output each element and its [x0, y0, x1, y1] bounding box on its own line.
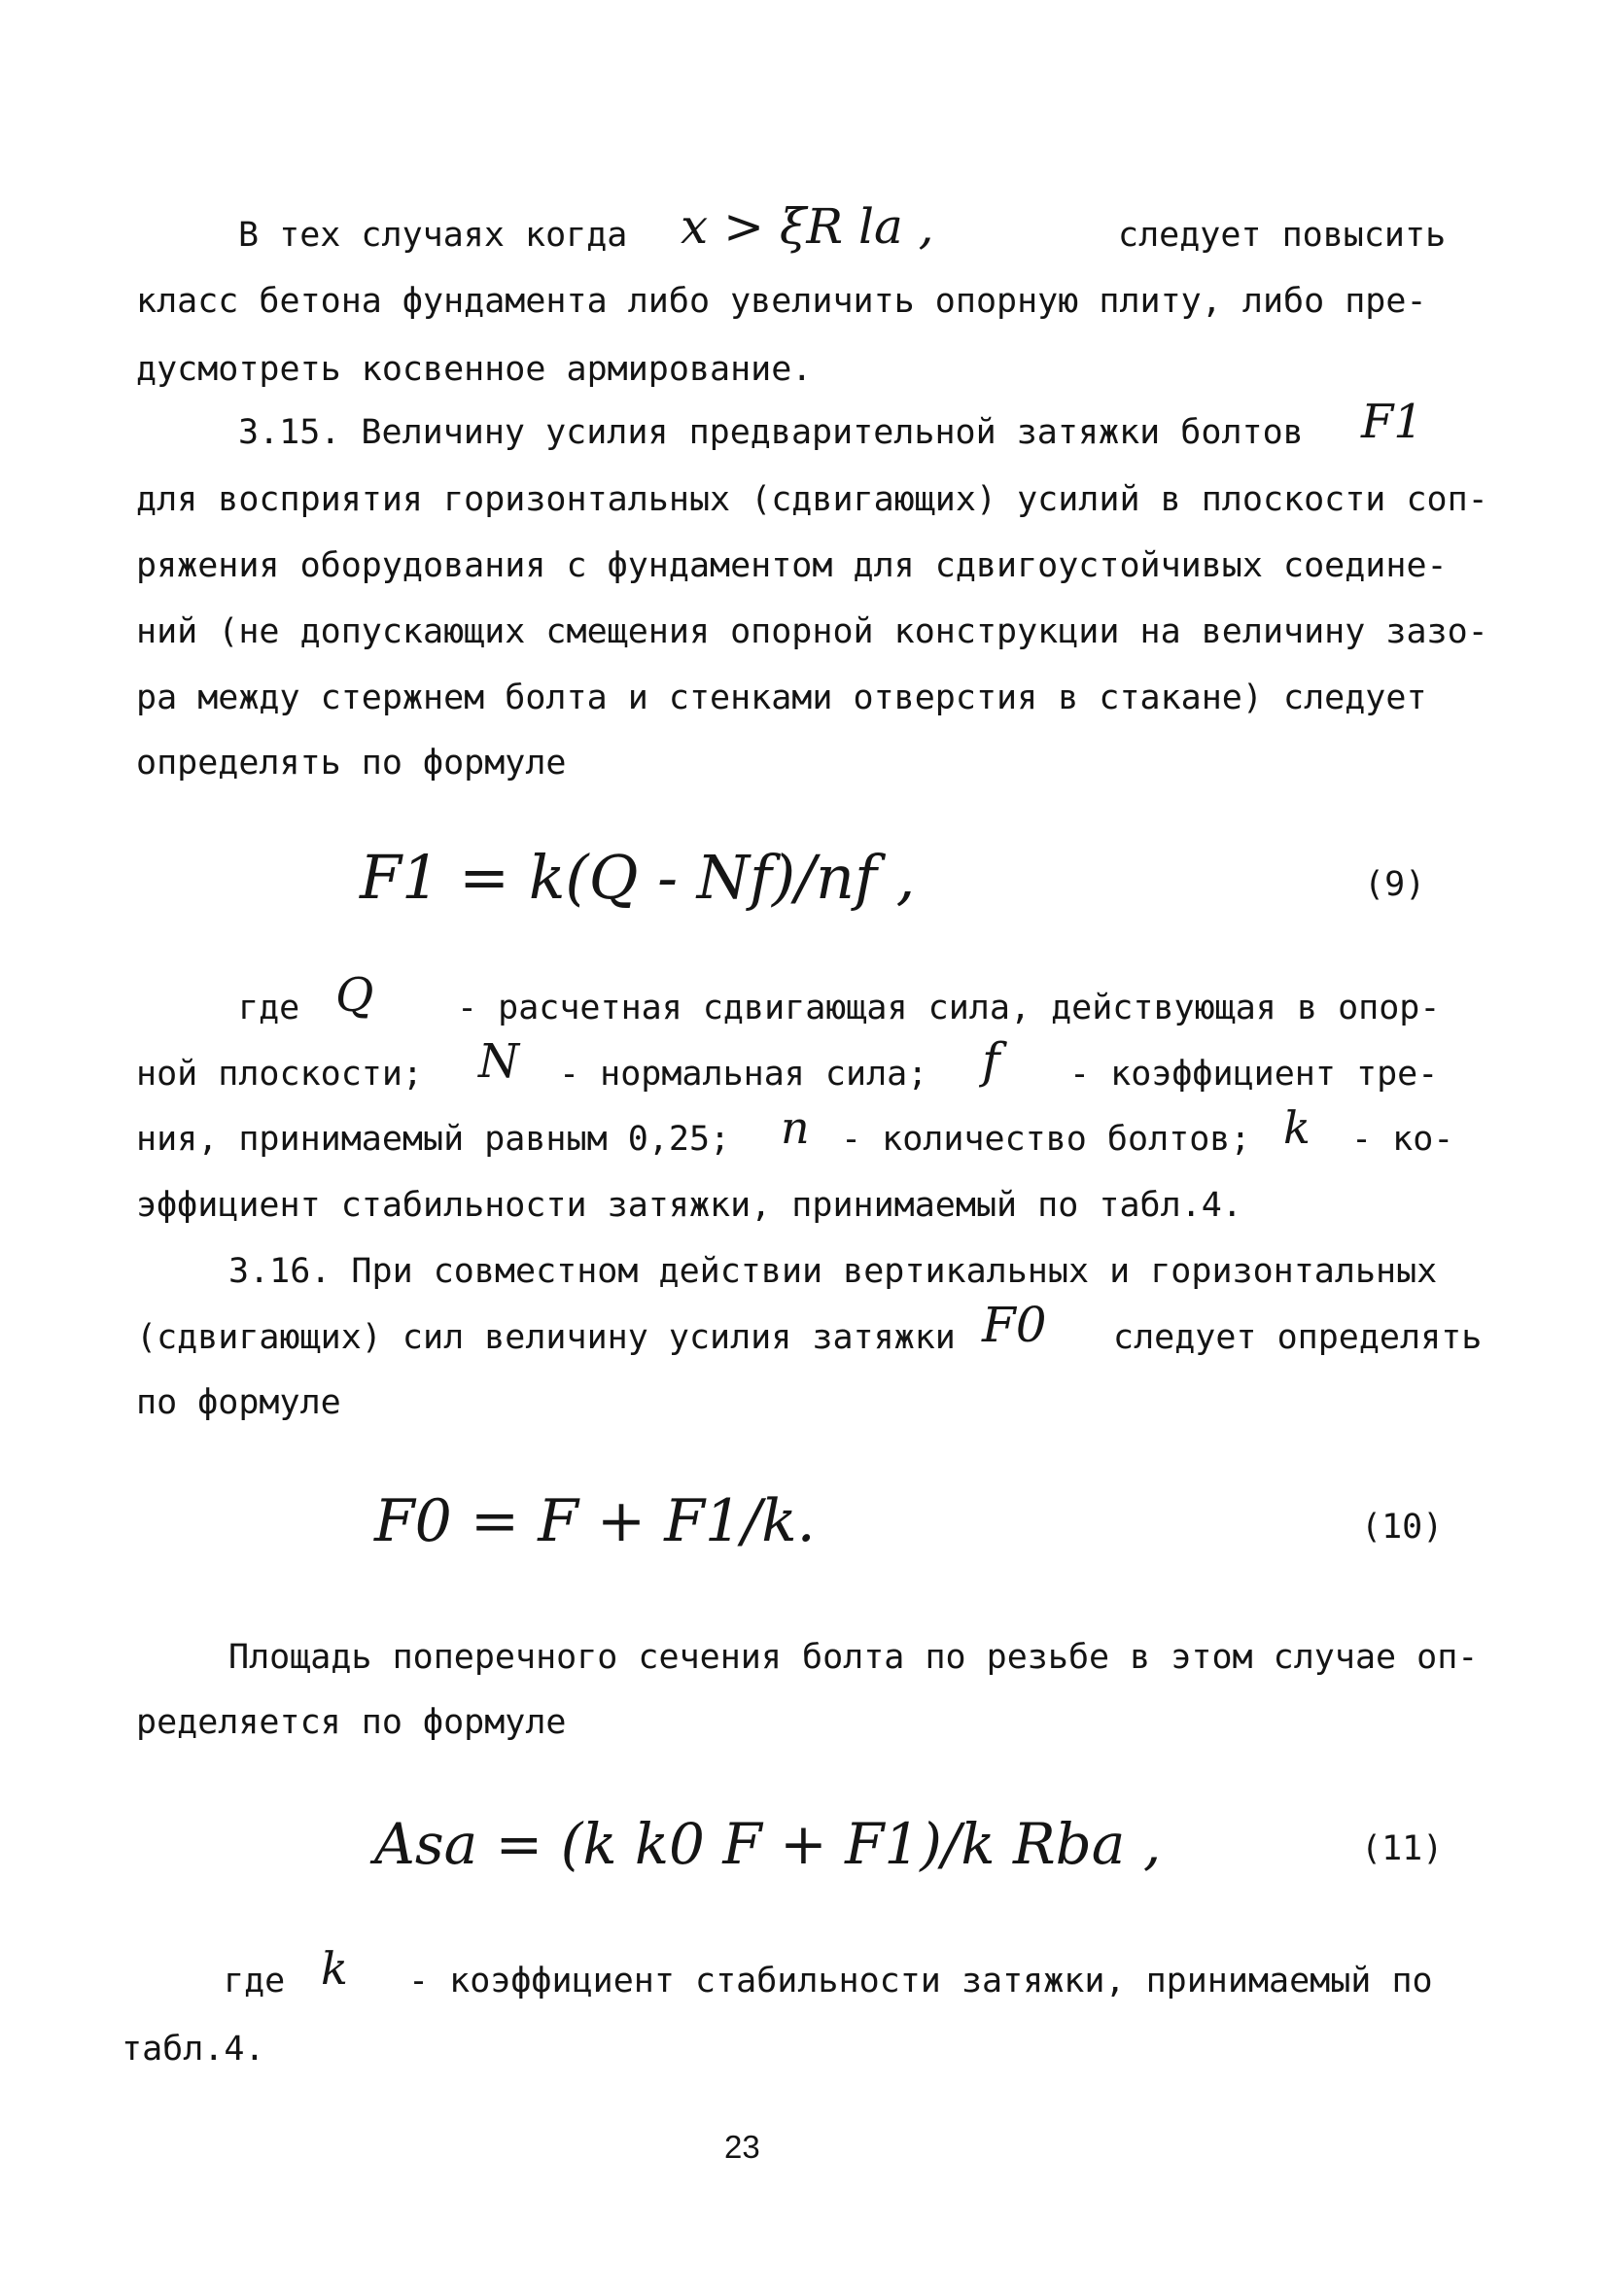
section-3-15-line-6: определять по формуле	[136, 744, 567, 783]
formula-x-greater-xi-la: x > ξR la ,	[681, 198, 934, 255]
formula-11: Asa = (k k0 F + F1)/k Rba ,	[374, 1811, 1162, 1877]
where-11-line-1-start: где	[224, 1962, 286, 2000]
where-9-line-1-start: где	[238, 989, 300, 1027]
paragraph-1-line-2: класс бетона фундамента либо увеличить опорную плиту, либо пре-	[136, 282, 1427, 321]
where-11-line-1-end: - коэффициент стабильности затяжки, принимаемый по	[408, 1962, 1433, 2000]
paragraph-1-line-1-start: В тех случаях когда	[238, 216, 628, 255]
symbol-N: N	[478, 1034, 519, 1089]
where-9-line-3-start: ния, принимаемый равным 0,25;	[136, 1120, 731, 1159]
symbol-F1: F1	[1361, 395, 1423, 449]
formula-9-number: (9)	[1364, 865, 1426, 904]
section-3-15-line-1: 3.15. Величину усилия предварительной затяжки болтов	[238, 413, 1304, 452]
section-3-15-line-3: ряжения оборудования с фундаментом для сдвигоустойчивых соедине-	[136, 546, 1448, 585]
formula-11-number: (11)	[1361, 1829, 1444, 1868]
section-3-16-line-2-end: следует определять	[1113, 1318, 1483, 1357]
symbol-f: f	[982, 1032, 1000, 1089]
symbol-k-2: k	[321, 1942, 348, 1995]
paragraph-1-line-3: дусмотреть косвенное армирование.	[136, 350, 813, 389]
where-9-line-3-end: - ко-	[1351, 1120, 1454, 1159]
formula-10: F0 = F + F1/k.	[374, 1487, 816, 1555]
symbol-Q: Q	[335, 968, 374, 1023]
section-3-16-line-2-start: (сдвигающих) сил величину усилия затяжки	[136, 1318, 956, 1357]
where-9-line-4: эффициент стабильности затяжки, принимаемый по табл.4.	[136, 1186, 1242, 1225]
formula-10-number: (10)	[1361, 1508, 1444, 1547]
section-3-16-line-1: 3.16. При совместном действии вертикальных и горизонтальных	[228, 1252, 1438, 1291]
where-9-line-2-mid: - нормальная сила;	[559, 1055, 928, 1094]
area-paragraph-line-1: Площадь поперечного сечения болта по резьбе в этом случае оп-	[228, 1638, 1479, 1677]
symbol-n: n	[781, 1101, 810, 1154]
symbol-F0: F0	[982, 1297, 1047, 1353]
page-number: 23	[724, 2129, 760, 2165]
symbol-k: k	[1283, 1101, 1311, 1154]
section-3-16-line-3: по формуле	[136, 1383, 341, 1422]
paragraph-1-line-1-end: следует повысить	[1118, 216, 1447, 255]
where-9-line-1-end: - расчетная сдвигающая сила, действующая в опор-	[457, 989, 1441, 1027]
where-9-line-2-end: - коэффициент тре-	[1069, 1055, 1439, 1094]
section-3-15-line-4: ний (не допускающих смещения опорной конструкции на величину зазо-	[136, 612, 1488, 651]
where-9-line-3-mid: - количество болтов;	[841, 1120, 1251, 1159]
where-11-line-2: табл.4.	[122, 2030, 265, 2069]
section-3-15-line-2: для восприятия горизонтальных (сдвигающих) усилий в плоскости соп-	[136, 480, 1488, 519]
where-9-line-2-start: ной плоскости;	[136, 1055, 424, 1094]
formula-9: F1 = k(Q - Nf)/nf ,	[360, 842, 916, 913]
area-paragraph-line-2: ределяется по формуле	[136, 1703, 567, 1742]
section-3-15-line-5: ра между стержнем болта и стенками отверстия в стакане) следует	[136, 678, 1427, 717]
